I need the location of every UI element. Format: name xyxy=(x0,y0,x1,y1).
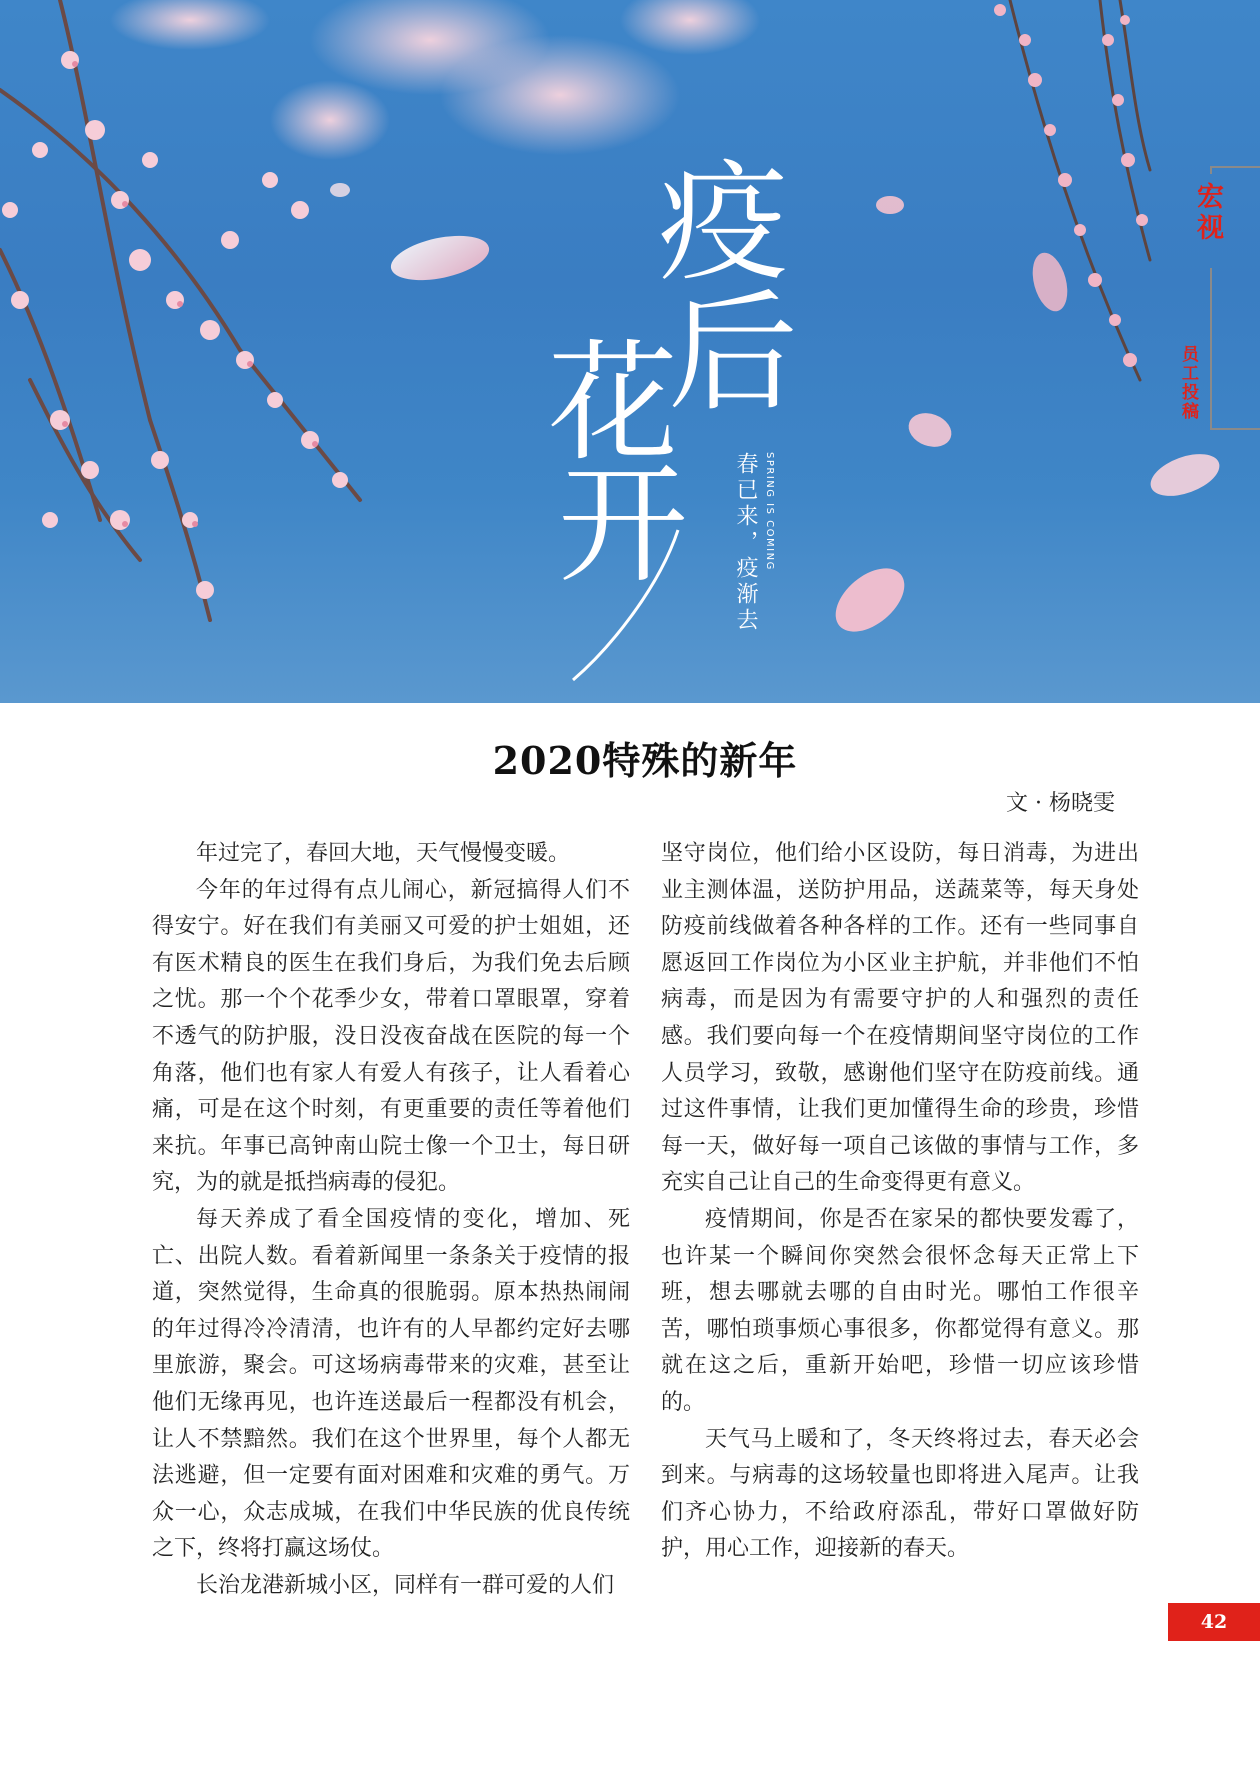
hero-banner xyxy=(0,0,1260,703)
article-title: 2020特殊的新年 xyxy=(492,738,798,783)
paragraph: 长治龙港新城小区，同样有一群可爱的人们 xyxy=(196,1572,615,1598)
hero-title-char-1: 疫 xyxy=(658,150,789,299)
hero-title-char-4: 开 xyxy=(558,449,689,601)
section-tab-rule-vertical xyxy=(1210,268,1212,430)
article-byline: 文 · 杨晓雯 xyxy=(1006,791,1115,816)
hero-title-char-2: 后 xyxy=(668,277,799,429)
hero-subtitle: 春已来，疫渐去 xyxy=(733,452,758,634)
hero-subtitle-en: SPRING IS COMING xyxy=(764,452,775,571)
section-tab-rule-bottom xyxy=(1210,428,1260,430)
section-tab-subtitle: 员工投稿 xyxy=(1178,345,1198,421)
paragraph: 今年的年过得有点儿闹心，新冠搞得人们不得安宁。好在我们有美丽又可爱的护士姐姐，还有医术精良的医生在我们身后，为我们免去后顾之忧。那一个个花季少女，带着口罩眼罩，穿着不透气的防护服，没日没夜奋战在医院的每一个角落，他们也有家人有爱人有孩子，让人看着心痛，可是在这个时刻，有更重要的责任等着他们来抗。年事已高钟南山院士像一个卫士，每日研究，为的就是抵挡病毒的侵犯。 xyxy=(152,877,630,1196)
paragraph: 疫情期间，你是否在家呆的都快要发霉了，也许某一个瞬间你突然会很怀念每天正常上下班，想去哪就去哪的自由时光。哪怕工作很辛苦，哪怕琐事烦心事很多，你都觉得有意义。那就在这之后，重新开始吧，珍惜一切应该珍惜的。 xyxy=(661,1206,1139,1415)
article-column-left xyxy=(152,836,630,1604)
section-tab-title: 宏视 xyxy=(1192,182,1223,244)
section-tab-rule-top xyxy=(1210,166,1260,168)
article-column-right xyxy=(661,836,1139,1568)
paragraph-continuation: 坚守岗位，他们给小区设防，每日消毒，为进出业主测体温，送防护用品，送蔬菜等，每天身处防疫前线做着各种各样的工作。还有一些同事自愿返回工作岗位为小区业主护航，并非他们不怕病毒，而是因为有需要守护的人和强烈的责任感。我们要向每一个在疫情期间坚守岗位的工作人员学习，致敬，感谢他们坚守在防疫前线。通过这件事情，让我们更加懂得生命的珍贵，珍惜每一天，做好每一项自己该做的事情与工作，多充实自己让自己的生命变得更有意义。 xyxy=(661,841,1139,1196)
section-tab-rule-tick xyxy=(1210,166,1212,174)
paragraph: 天气马上暖和了，冬天终将过去，春天必会到来。与病毒的这场较量也即将进入尾声。让我们齐心协力，不给政府添乱，带好口罩做好防护，用心工作，迎接新的春天。 xyxy=(661,1426,1139,1562)
hero-title xyxy=(548,150,808,690)
page-number: 42 xyxy=(1168,1603,1260,1641)
paragraph: 每天养成了看全国疫情的变化，增加、死亡、出院人数。看着新闻里一条条关于疫情的报道，突然觉得，生命真的很脆弱。原本热热闹闹的年过得冷冷清清，也许有的人早都约定好去哪里旅游，聚会。可这场病毒带来的灾难，甚至让他们无缘再见，也许连送最后一程都没有机会，让人不禁黯然。我们在这个世界里，每个人都无法逃避，但一定要有面对困难和灾难的勇气。万众一心，众志成城，在我们中华民族的优良传统之下，终将打赢这场仗。 xyxy=(152,1206,630,1562)
hero-title-char-3: 花 xyxy=(548,327,679,479)
paragraph: 年过完了，春回大地，天气慢慢变暖。 xyxy=(196,841,571,866)
